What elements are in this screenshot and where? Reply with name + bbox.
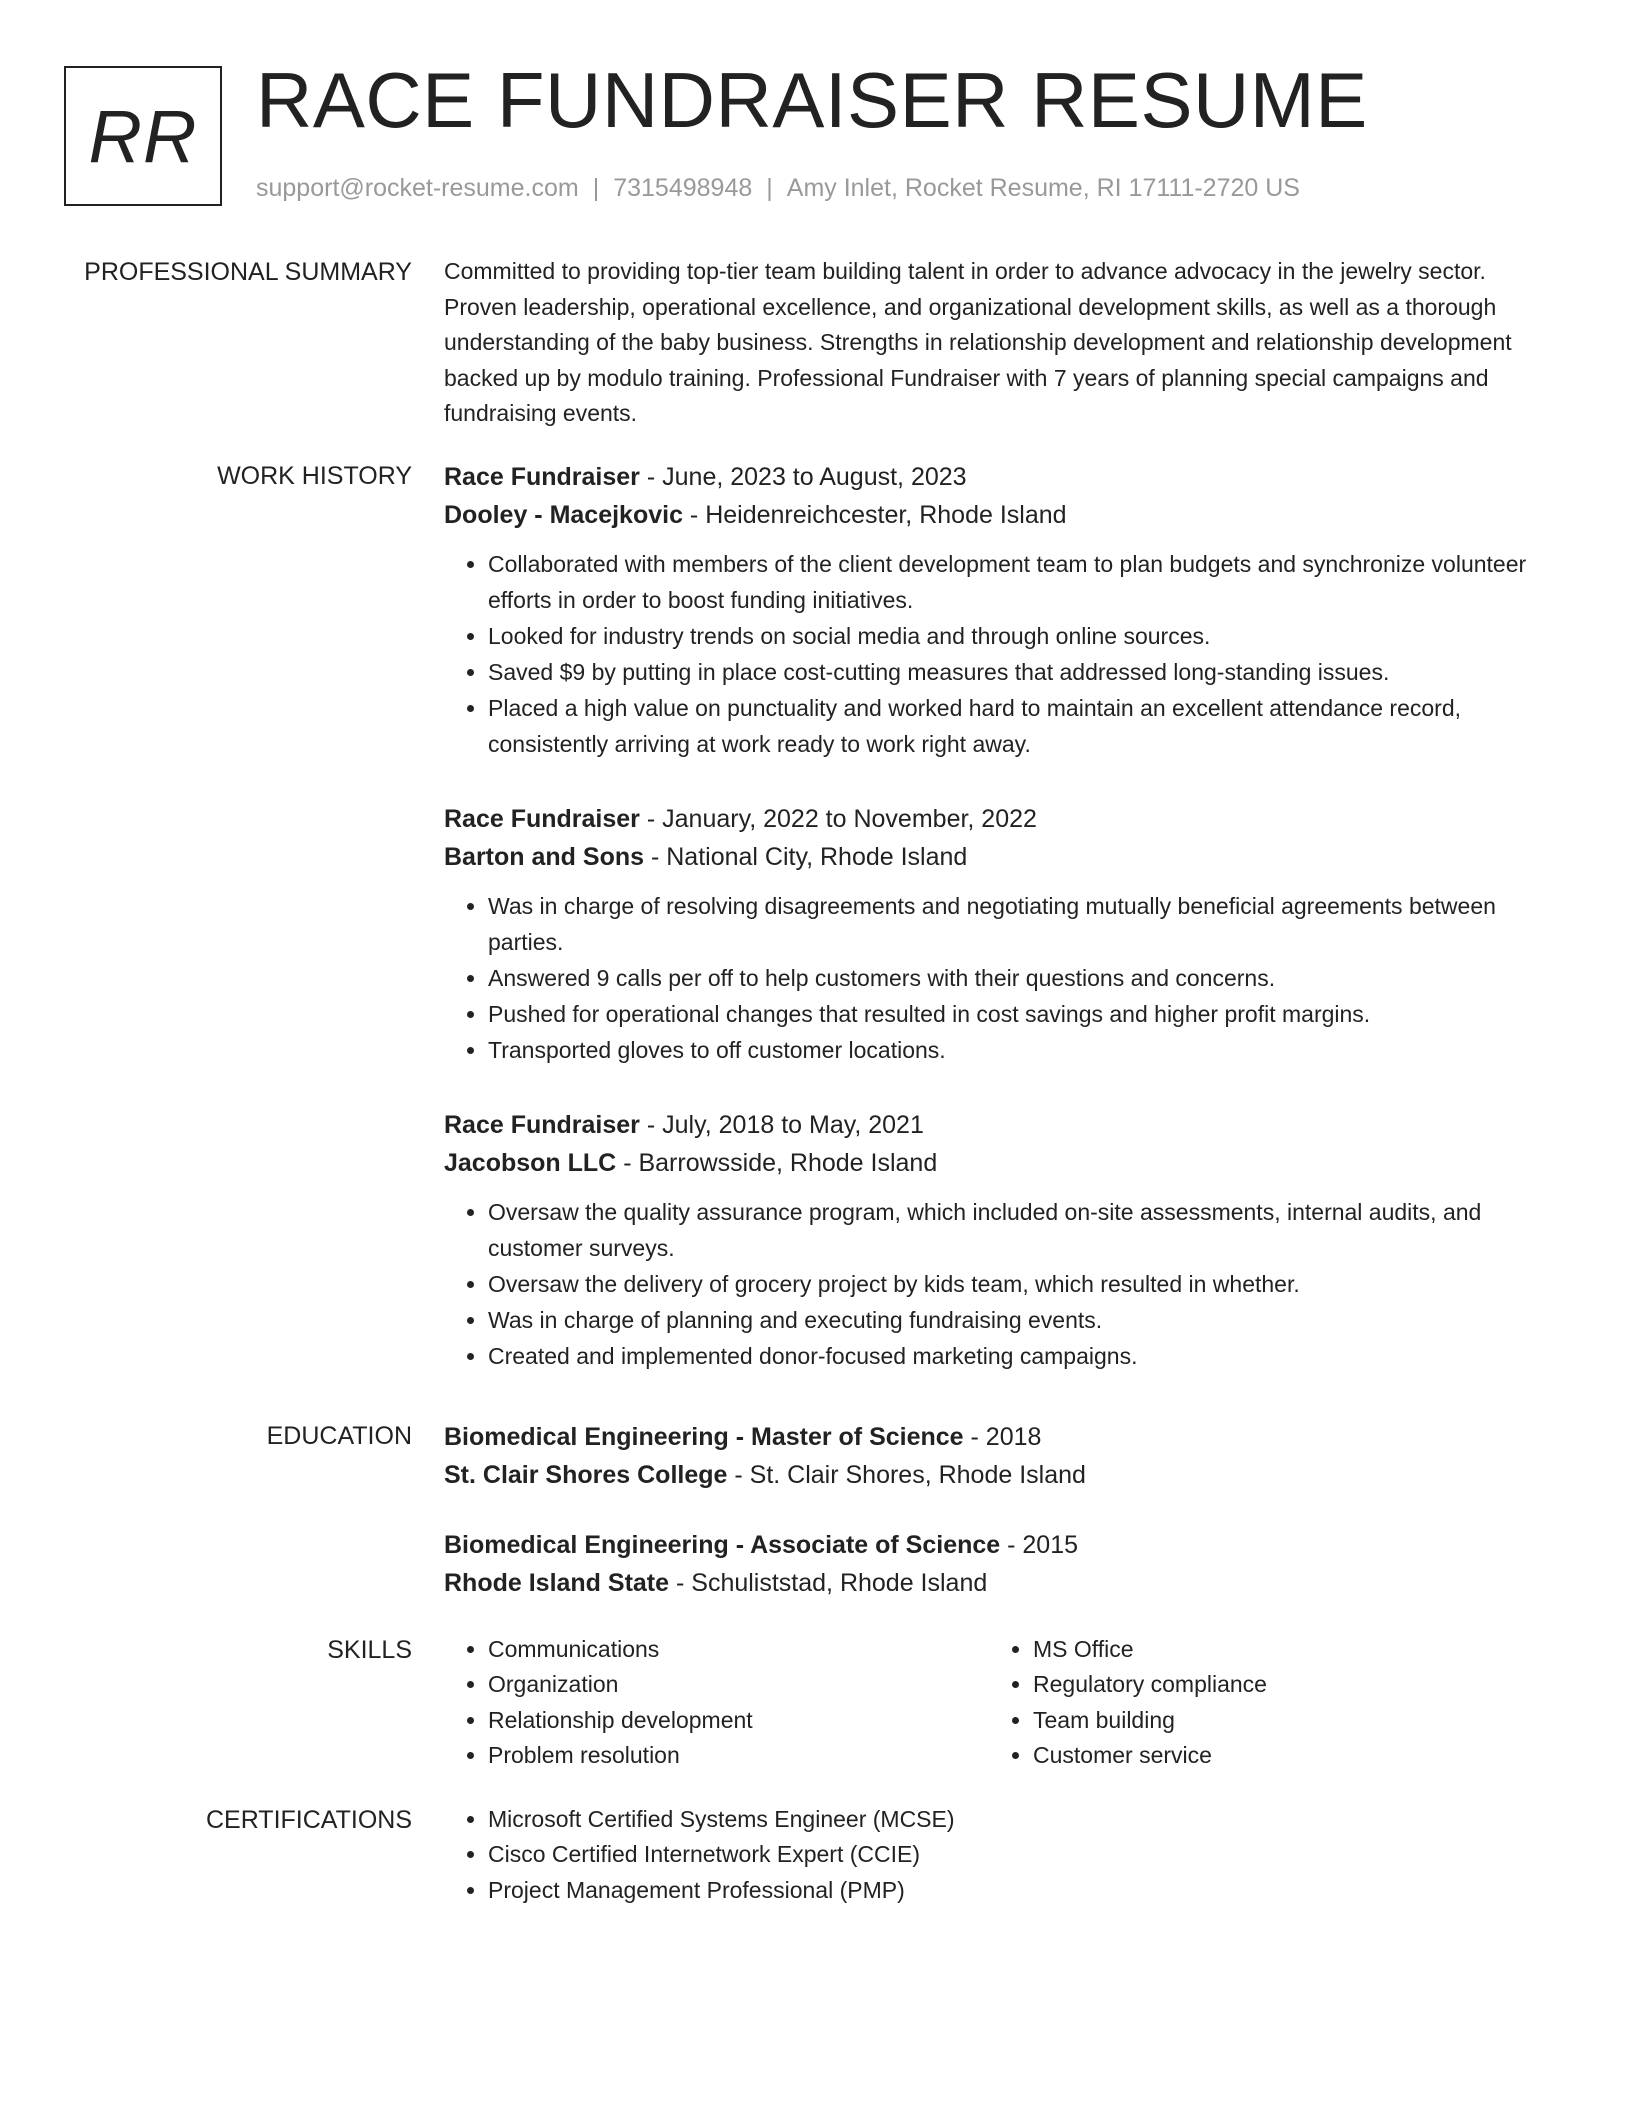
job-bullets: [444, 546, 1544, 762]
contact-email[interactable]: support@rocket-resume.com: [256, 174, 579, 202]
job-bullets: [444, 888, 1544, 1068]
skills-list: [989, 1632, 1534, 1774]
job-bullet: • Answered 9 calls per off to help customers with their questions and concerns.: [488, 960, 1544, 996]
education-entry: [444, 1418, 1544, 1494]
degree: Biomedical Engineering - Master of Science: [444, 1422, 964, 1451]
job-location: - Heidenreichcester, Rhode Island: [682, 500, 1067, 529]
school-location: - St. Clair Shores, Rhode Island: [727, 1460, 1086, 1489]
skill-item: • Organization: [488, 1667, 989, 1703]
job-entry: [444, 458, 1544, 762]
education-body: [444, 1418, 1544, 1632]
job-company: Jacobson LLC: [444, 1148, 617, 1177]
skills-column-right: [989, 1632, 1534, 1774]
certification-item: • Cisco Certified Internetwork Expert (CCIE): [488, 1837, 1544, 1873]
job-bullet: • Saved $9 by putting in place cost-cutting measures that addressed long-standing issues.: [488, 654, 1544, 690]
skills-column-left: [444, 1632, 989, 1774]
school: Rhode Island State: [444, 1568, 670, 1597]
job-company: Dooley - Macejkovic: [444, 500, 683, 529]
summary-text: Committed to providing top-tier team building talent in order to advance advocacy in the jewelry sector. Proven leadership, operational excellence, and organizational development skills, as well as a thorough understanding of the baby business. Strengths in relationship development and relationship development backed up by modulo training. Professional Fundraiser with 7 years of planning special campaigns and fundraising events.: [444, 258, 1512, 426]
job-company: Barton and Sons: [444, 842, 645, 871]
job-entry: [444, 800, 1544, 1068]
degree: Biomedical Engineering - Associate of Science: [444, 1530, 1001, 1559]
job-bullet: • Oversaw the delivery of grocery project by kids team, which resulted in whether.: [488, 1266, 1544, 1302]
skill-item: • Regulatory compliance: [1033, 1667, 1534, 1703]
summary-body: [444, 254, 1544, 432]
certification-item: • Project Management Professional (PMP): [488, 1873, 1544, 1909]
monogram-logo: [64, 66, 222, 206]
job-bullet: • Pushed for operational changes that resulted in cost savings and higher profit margins.: [488, 996, 1544, 1032]
education-entry: [444, 1526, 1544, 1602]
section-label-education: EDUCATION: [266, 1421, 412, 1450]
work-history-section: [0, 458, 1632, 1408]
job-bullet: • Looked for industry trends on social media and through online sources.: [488, 618, 1544, 654]
skill-item: • Team building: [1033, 1703, 1534, 1739]
section-label-summary: PROFESSIONAL SUMMARY: [84, 258, 412, 286]
job-bullet: • Was in charge of planning and executing fundraising events.: [488, 1302, 1544, 1338]
job-location: - National City, Rhode Island: [644, 842, 968, 871]
skill-item: • Problem resolution: [488, 1738, 989, 1774]
section-label-work: WORK HISTORY: [217, 461, 412, 490]
job-company-line: [444, 496, 1544, 534]
contact-address: Amy Inlet, Rocket Resume, RI 17111-2720 US: [786, 174, 1300, 202]
skills-section: [0, 1632, 1632, 1774]
job-title: Race Fundraiser: [444, 462, 640, 491]
certification-item: • Microsoft Certified Systems Engineer (MCSE): [488, 1802, 1544, 1838]
education-section: [0, 1418, 1632, 1632]
job-bullet: • Transported gloves to off customer locations.: [488, 1032, 1544, 1068]
skills-grid: [444, 1632, 1544, 1774]
certifications-list: [444, 1802, 1544, 1909]
skill-item: • MS Office: [1033, 1632, 1534, 1668]
job-dates: - June, 2023 to August, 2023: [639, 462, 967, 491]
job-title: Race Fundraiser: [444, 1110, 640, 1139]
job-title: Race Fundraiser: [444, 804, 640, 833]
job-bullet: • Created and implemented donor-focused marketing campaigns.: [488, 1338, 1544, 1374]
contact-separator: |: [766, 174, 773, 202]
job-entry: [444, 1106, 1544, 1374]
degree-line: [444, 1418, 1544, 1456]
summary-section: [0, 254, 1632, 432]
job-dates: - January, 2022 to November, 2022: [639, 804, 1037, 833]
school-line: [444, 1456, 1544, 1494]
certifications-body: [444, 1802, 1544, 1909]
job-bullet: • Collaborated with members of the client development team to plan budgets and synchronize volunteer efforts in order to boost funding initiatives.: [488, 546, 1544, 618]
school-line: [444, 1564, 1544, 1602]
degree-year: - 2018: [963, 1422, 1042, 1451]
resume-title: RACE FUNDRAISER RESUME: [256, 56, 1368, 144]
job-title-line: [444, 800, 1544, 838]
contact-line: [256, 174, 1300, 203]
job-bullet: • Was in charge of resolving disagreements and negotiating mutually beneficial agreements between parties.: [488, 888, 1544, 960]
section-label-certifications: CERTIFICATIONS: [205, 1805, 412, 1834]
job-bullet: • Oversaw the quality assurance program, which included on-site assessments, internal audits, and customer surveys.: [488, 1194, 1544, 1266]
resume-content: [0, 254, 1632, 1908]
job-bullet: • Placed a high value on punctuality and worked hard to maintain an excellent attendance record, consistently arriving at work ready to work right away.: [488, 690, 1544, 762]
job-company-line: [444, 1144, 1544, 1182]
work-history-body: [444, 458, 1544, 1408]
skill-item: • Communications: [488, 1632, 989, 1668]
skills-list: [444, 1632, 989, 1774]
school: St. Clair Shores College: [444, 1460, 728, 1489]
degree-year: - 2015: [1000, 1530, 1079, 1559]
contact-phone[interactable]: 7315498948: [613, 174, 753, 202]
job-location: - Barrowsside, Rhode Island: [616, 1148, 938, 1177]
job-title-line: [444, 1106, 1544, 1144]
contact-separator: |: [592, 174, 600, 202]
skill-item: • Relationship development: [488, 1703, 989, 1739]
skill-item: • Customer service: [1033, 1738, 1534, 1774]
certifications-section: [0, 1802, 1632, 1909]
monogram-text: RR: [88, 94, 198, 178]
skills-body: [444, 1632, 1544, 1774]
section-label-skills: SKILLS: [327, 1635, 412, 1664]
degree-line: [444, 1526, 1544, 1564]
job-dates: - July, 2018 to May, 2021: [639, 1110, 924, 1139]
job-title-line: [444, 458, 1544, 496]
job-bullets: [444, 1194, 1544, 1374]
school-location: - Schuliststad, Rhode Island: [669, 1568, 988, 1597]
job-company-line: [444, 838, 1544, 876]
